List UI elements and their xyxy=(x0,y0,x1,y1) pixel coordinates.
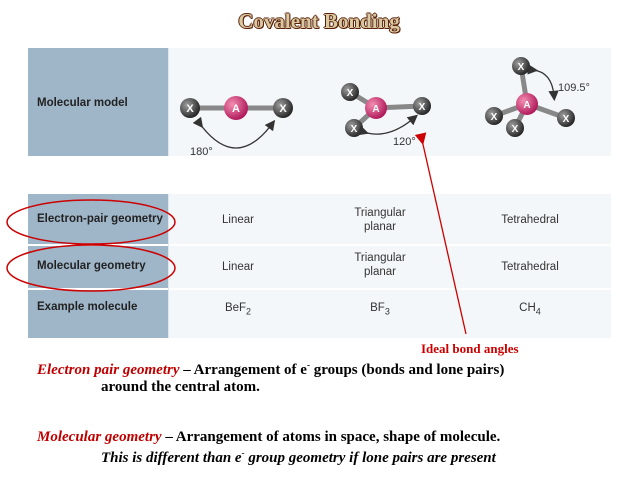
superscript: - xyxy=(241,448,245,458)
formula-base: BF xyxy=(370,302,385,314)
angle-arc xyxy=(364,118,414,134)
highlight-ellipse-electron-pair xyxy=(7,200,175,244)
atom-label: X xyxy=(562,114,570,125)
cell-text-line: Triangular xyxy=(354,207,406,219)
atom-label: X xyxy=(346,88,354,99)
highlight-ellipse-molecular xyxy=(7,245,175,291)
term-molecular-geometry: Molecular geometry xyxy=(37,429,162,445)
molecular-geometry-definition xyxy=(37,429,500,446)
definition-text: – Arrangement of e xyxy=(179,362,307,378)
linear-molecule-model xyxy=(180,96,293,158)
annotation-arrow xyxy=(422,140,466,334)
cell-text-line: Triangular xyxy=(354,252,406,264)
electron-pair-definition xyxy=(37,360,504,379)
row-label-example-molecule: Example molecule xyxy=(37,301,138,313)
definition-text: groups (bonds and lone pairs) xyxy=(309,362,505,378)
angle-arc xyxy=(200,124,272,148)
cell-electron-pair-tetrahedral: Tetrahedral xyxy=(501,214,559,226)
atom-label: X xyxy=(350,124,358,135)
note-text: group geometry if lone pairs are present xyxy=(244,450,496,466)
row-label-molecular-geometry: Molecular geometry xyxy=(37,260,146,272)
definition-text: – Arrangement of atoms in space, shape of molecule. xyxy=(161,429,501,445)
angle-label: 120° xyxy=(393,136,416,148)
angle-label: 180° xyxy=(190,146,213,158)
atom-label: X xyxy=(418,102,426,113)
atom-label: X xyxy=(186,103,194,115)
atom-label: X xyxy=(490,112,498,123)
row-label-electron-pair-geometry: Electron-pair geometry xyxy=(37,213,163,225)
term-electron-pair-geometry: Electron pair geometry xyxy=(37,362,180,378)
cell-molecular-tetrahedral: Tetrahedral xyxy=(501,261,559,273)
formula-base: CH xyxy=(519,302,536,314)
atom-label: X xyxy=(279,103,287,115)
formula-subscript: 2 xyxy=(246,306,252,317)
page-title: Covalent Bonding xyxy=(238,9,400,33)
trigonal-planar-molecule-model xyxy=(341,83,431,148)
electron-pair-definition-line2: around the central atom. xyxy=(101,379,260,395)
tetrahedral-molecule-model xyxy=(485,57,590,137)
atom-label: A xyxy=(232,103,240,115)
formula-base: BeF xyxy=(224,302,247,314)
note-text: This is different than e xyxy=(101,450,242,466)
formula-subscript: 3 xyxy=(384,306,390,317)
ideal-bond-angles-label: Ideal bond angles xyxy=(421,341,519,356)
atom-label: A xyxy=(372,104,380,115)
molecular-geometry-note xyxy=(101,448,496,467)
angle-label: 109.5° xyxy=(558,82,590,94)
atom-label: X xyxy=(517,62,525,73)
atom-label: X xyxy=(511,124,519,135)
angle-arc xyxy=(533,70,554,96)
formula-subscript: 4 xyxy=(535,306,541,317)
cell-text-line: planar xyxy=(364,266,396,278)
atom-label: A xyxy=(523,100,531,111)
cell-molecular-linear: Linear xyxy=(222,261,254,273)
cell-text-line: planar xyxy=(364,221,396,233)
row-label-molecular-model: Molecular model xyxy=(37,97,128,109)
cell-electron-pair-linear: Linear xyxy=(222,214,254,226)
superscript: - xyxy=(306,360,310,370)
